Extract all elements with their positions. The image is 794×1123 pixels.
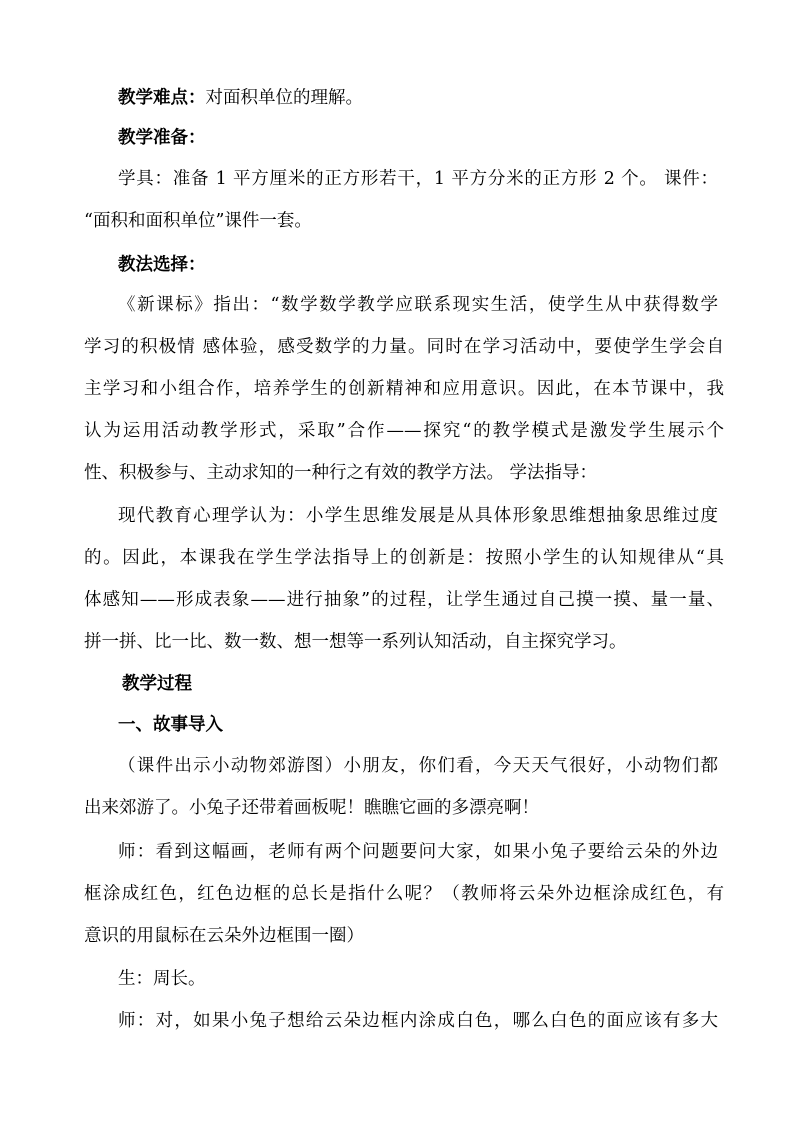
paragraph-line: 师：看到这幅画，老师有两个问题要问大家，如果小兔子要给云朵的外边 <box>118 842 718 862</box>
paragraph-line: 框涂成红色，红色边框的总长是指什么呢？（教师将云朵外边框涂成红色，有 <box>84 884 724 904</box>
paragraph-line: 体感知——形成表象——进行抽象”的过程，让学生通过自己摸一摸、量一量、 <box>84 590 724 610</box>
paragraph-line: 生：周长。 <box>118 969 206 989</box>
difficulty-text: 对面积单位的理解。 <box>205 88 363 108</box>
section-heading: 一、故事导入 <box>118 715 223 735</box>
paragraph-line: （课件出示小动物郊游图）小朋友，你们看，今天天气很好，小动物们都 <box>118 756 718 776</box>
paragraph-line: 出来郊游了。小兔子还带着画板呢！瞧瞧它画的多漂亮啊！ <box>84 798 539 818</box>
difficulty-label: 教学难点： <box>118 88 206 108</box>
paragraph-line: 学具：准备 1 平方厘米的正方形若干，1 平方分米的正方形 2 个。 课件： <box>118 169 718 189</box>
process-heading: 教学过程 <box>122 674 192 694</box>
paragraph-line: 主学习和小组合作，培养学生的创新精神和应用意识。因此，在本节课中，我 <box>84 379 724 399</box>
paragraph-line: 师：对，如果小兔子想给云朵边框内涂成白色，哪么白色的面应该有多大 <box>118 1011 718 1031</box>
paragraph-line: 性、积极参与、主动求知的一种行之有效的教学方法。 学法指导： <box>84 463 598 483</box>
paragraph-line: 拼一拼、比一比、数一数、想一想等一系列认知活动，自主探究学习。 <box>84 632 627 652</box>
paragraph-line: 的。因此，本课我在学生学法指导上的创新是：按照小学生的认知规律从“具 <box>84 548 724 568</box>
method-heading: 教法选择： <box>118 255 206 275</box>
paragraph-line: 《新课标》指出：“数学数学教学应联系现实生活，使学生从中获得数学 <box>118 295 718 315</box>
paragraph-line: “面积和面积单位”课件一套。 <box>84 211 312 231</box>
paragraph-line: 现代教育心理学认为：小学生思维发展是从具体形象思维想抽象思维过度 <box>118 506 718 526</box>
paragraph-line: 认为运用活动教学形式，采取”合作——探究“的教学模式是激发学生展示个 <box>84 421 724 441</box>
preparation-heading: 教学准备： <box>118 128 206 148</box>
difficulty-line <box>118 87 718 109</box>
paragraph-line: 学习的积极情 感体验，感受数学的力量。同时在学习活动中，要使学生学会自 <box>84 337 724 357</box>
paragraph-line: 意识的用鼠标在云朵外边框围一圈） <box>84 926 364 946</box>
